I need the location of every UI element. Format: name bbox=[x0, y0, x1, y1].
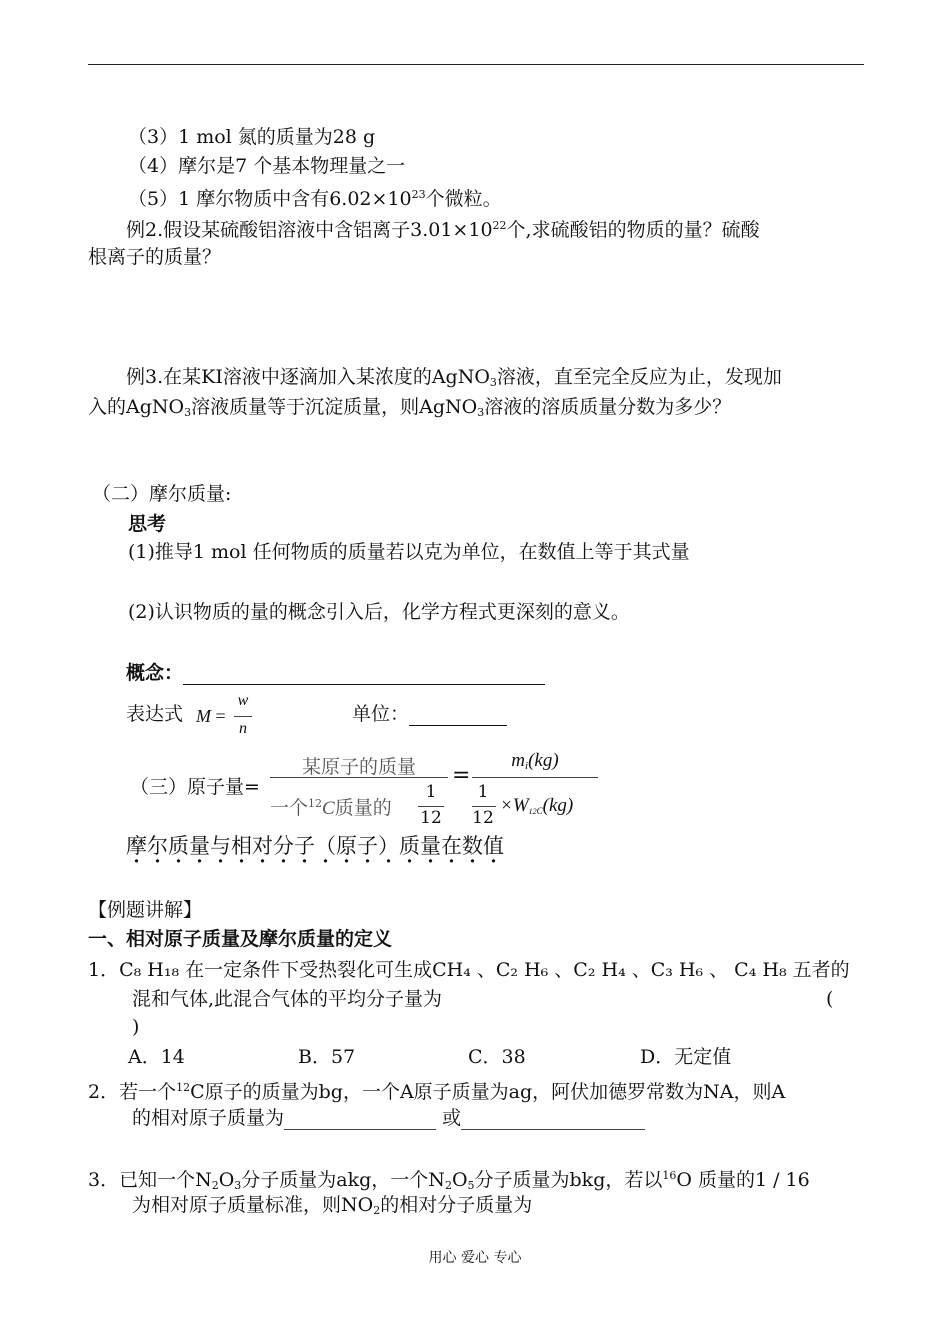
statement-3: （3）1 mol 氮的质量为28 g bbox=[128, 126, 376, 148]
example-3-line2: 入的AgNO$_3$溶液质量等于沉淀质量，则AgNO$_3$溶液的溶质质量分数为多少？ bbox=[88, 396, 732, 419]
formula-bar-2 bbox=[472, 777, 598, 778]
page-footer: 用心 爱心 专心 bbox=[428, 1250, 522, 1266]
formula-denominator-1: 一个$^{12}$C质量的 bbox=[270, 797, 392, 819]
option-b[interactable]: B．57 bbox=[298, 1046, 356, 1068]
relation-char: 量 bbox=[420, 834, 441, 858]
relation-char: 质 bbox=[399, 834, 420, 858]
statement-5: （5）1 摩尔物质中含有$6.02\times 10^{23}$个微粒。 bbox=[128, 188, 502, 210]
relation-char: 分 bbox=[273, 834, 294, 858]
unit-row: 单位： bbox=[352, 702, 507, 726]
formula-bar-1 bbox=[270, 777, 448, 778]
question-2-line2: 的相对原子质量为 或 bbox=[132, 1106, 645, 1130]
examples-heading: 【例题讲解】 bbox=[88, 899, 203, 921]
question-2-line1: 2．若一个$^{12}$C原子的质量为bg，一个A原子质量为ag，阿伏加德罗常数为NA，则A bbox=[88, 1081, 786, 1103]
relation-char: 相 bbox=[231, 834, 252, 858]
formula-twelve-2: 12 bbox=[472, 808, 494, 828]
relation-char: 摩 bbox=[126, 834, 147, 858]
think-label: 思考 bbox=[128, 513, 167, 535]
unit-blank[interactable] bbox=[409, 707, 507, 726]
question-3-line1: 3．已知一个$N_2O_3$分子质量为akg，一个$N_2O_5$分子质量为bkg，若以$^{16}$O 质量的1 / 16 bbox=[88, 1169, 810, 1192]
relation-char: 与 bbox=[210, 834, 231, 858]
question-1-paren-close: ) bbox=[132, 1016, 140, 1038]
formula-numerator-1: 某原子的质量 bbox=[301, 756, 416, 778]
concept-row: 概念： bbox=[126, 661, 545, 685]
answer-blank-1[interactable] bbox=[284, 1111, 436, 1130]
concept-blank[interactable] bbox=[183, 666, 545, 685]
formula-twelve-1: 12 bbox=[420, 808, 442, 828]
answer-blank-2[interactable] bbox=[461, 1111, 645, 1130]
formula-one-2: 1 bbox=[477, 782, 489, 802]
formula-numerator-2: $m_i(kg)$ bbox=[511, 750, 559, 772]
expression-label: 表达式 bbox=[126, 703, 184, 725]
relation-char: 数 bbox=[462, 834, 483, 858]
question-1-line2: 混和气体,此混合气体的平均分子量为 bbox=[132, 988, 443, 1010]
relation-char: 尔 bbox=[147, 834, 168, 858]
examples-subheading: 一、相对原子质量及摩尔质量的定义 bbox=[88, 928, 393, 950]
formula-one-1: 1 bbox=[425, 782, 437, 802]
relation-char: 质 bbox=[168, 834, 189, 858]
question-1-paren-open: ( bbox=[826, 988, 834, 1010]
expression-fraction-bar bbox=[234, 716, 252, 717]
relation-char: 量 bbox=[189, 834, 210, 858]
relation-char: 对 bbox=[252, 834, 273, 858]
relation-char: ） · bbox=[378, 834, 399, 858]
relation-char: 原 bbox=[336, 834, 357, 858]
think-item-1: (1)推导1 mol 任何物质的质量若以克为单位，在数值上等于其式量 bbox=[128, 541, 690, 563]
relation-char: 子 bbox=[294, 834, 315, 858]
option-a[interactable]: A．14 bbox=[128, 1046, 185, 1068]
statement-4: （4）摩尔是7 个基本物理量之一 bbox=[128, 155, 406, 177]
molar-mass-relation bbox=[126, 834, 504, 858]
question-1-line1: 1．C₈ H₁₈ 在一定条件下受热裂化可生成CH₄ 、C₂ H₆ 、C₂ H₄ 、C₃ H₆ 、 C₄ H₈ 五者的 bbox=[88, 959, 850, 981]
example-2-line2: 根离子的质量？ bbox=[88, 246, 222, 268]
example-3-line1: 例3.在某KI溶液中逐滴加入某浓度的AgNO$_3$溶液，直至完全反应为止，发现加 bbox=[126, 366, 782, 389]
atomic-weight-label: （三）原子量= bbox=[130, 776, 260, 798]
formula-equals: = bbox=[452, 763, 471, 788]
header-rule bbox=[88, 64, 864, 65]
think-item-2: (2)认识物质的量的概念引入后，化学方程式更深刻的意义。 bbox=[128, 601, 630, 623]
formula-denominator-2: $\times W_{12C}(kg)$ bbox=[500, 795, 574, 816]
formula-small-bar-1 bbox=[418, 806, 444, 807]
relation-char: 子 bbox=[357, 834, 378, 858]
formula-small-bar-2 bbox=[472, 806, 496, 807]
expression-M: M = bbox=[196, 706, 226, 726]
relation-char: （ · bbox=[315, 834, 336, 858]
option-c[interactable]: C．38 bbox=[468, 1046, 526, 1068]
section-molar-mass-heading: （二）摩尔质量: bbox=[92, 483, 232, 505]
option-d[interactable]: D．无定值 bbox=[640, 1046, 732, 1068]
relation-char: 值 bbox=[483, 834, 504, 858]
example-2-line1: 例2.假设某硫酸铝溶液中含铝离子$3.01\times 10^{22}$个,求硫酸铝的物质的量？硫酸 bbox=[126, 219, 760, 241]
relation-char: 在 bbox=[441, 834, 462, 858]
expression-w: w bbox=[237, 692, 249, 709]
question-3-line2: 为相对原子质量标准，则$NO_2$的相对分子质量为 bbox=[132, 1194, 533, 1217]
expression-n: n bbox=[239, 720, 247, 737]
